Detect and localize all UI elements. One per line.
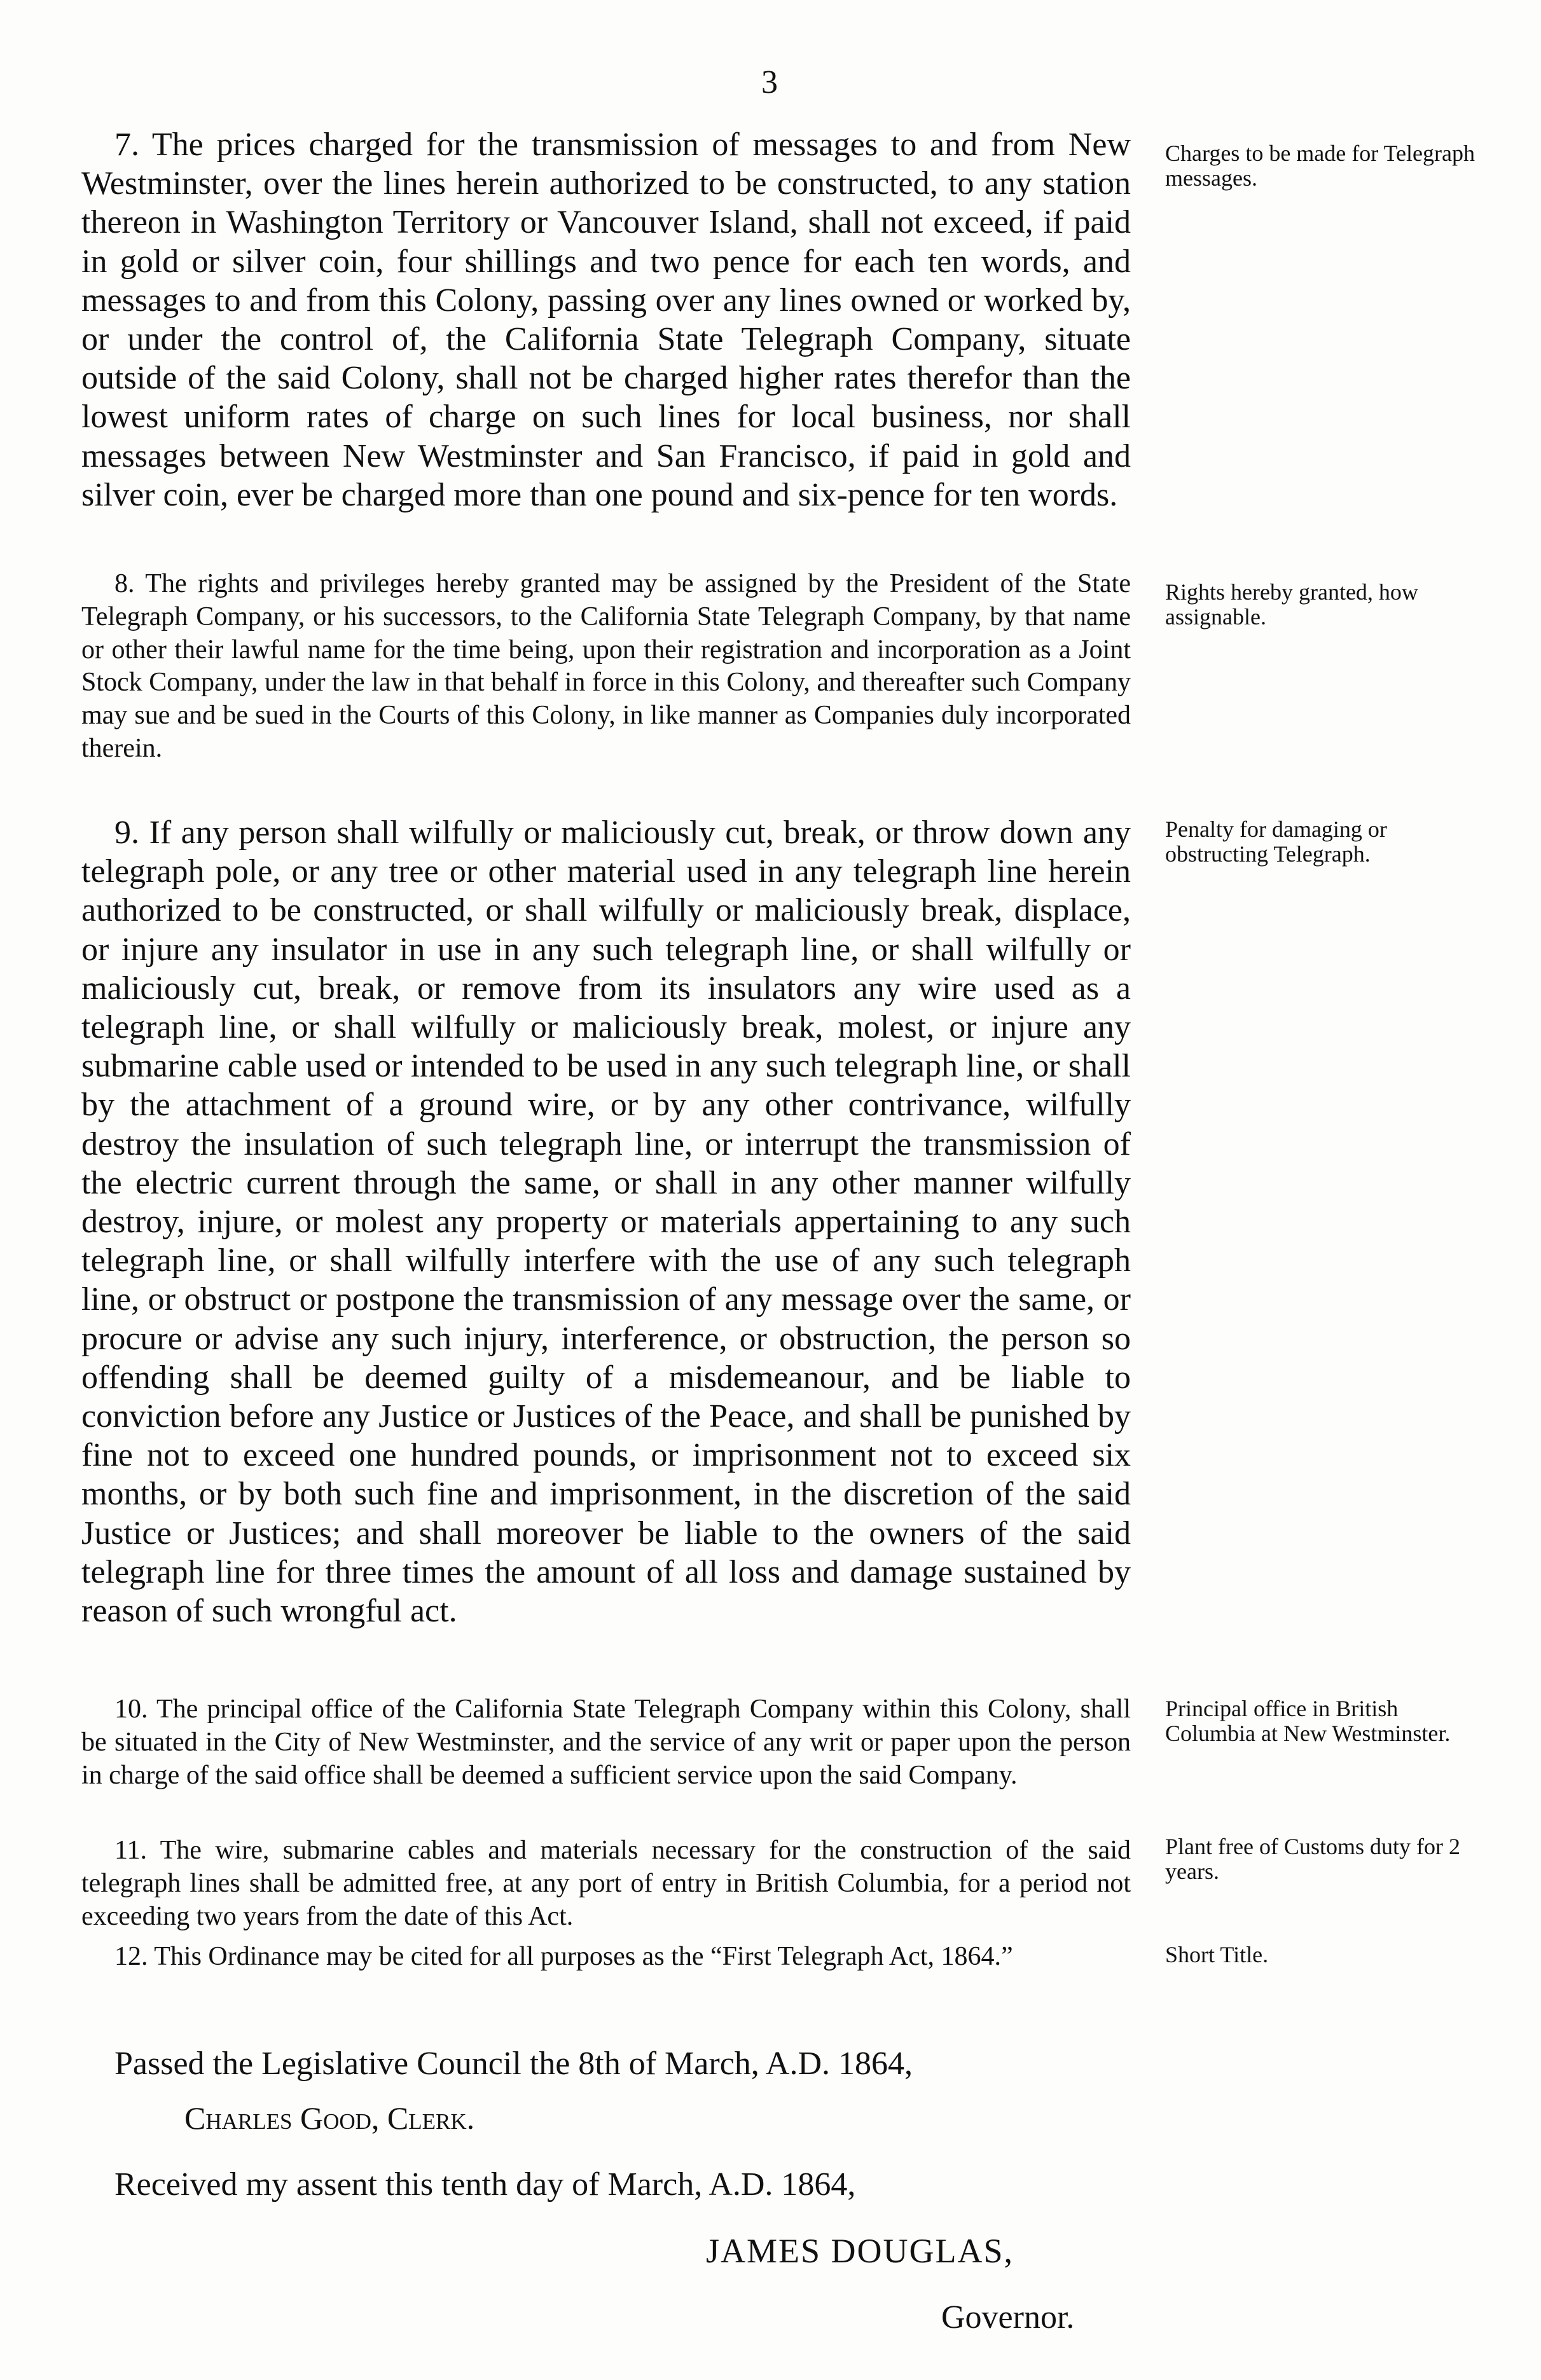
section-9-text: If any person shall wilfully or maliciously cut, break, or throw down any telegraph pole, or any tree or other material used in any telegraph line herein authorized to be constructed, or shall wilfully or maliciously break, displace, or injure any insulator in use in any such telegraph line, or shall wilfully or maliciously cut, break, or remove from its insulators any wire used as a telegraph line, or shall wilfully or maliciously break, molest, or injure any submarine cable used or intended to be used in any such telegraph line, or shall by the attachment of a ground wire, or by any other contrivance, wilfully destroy the insulation of such telegraph line, or interrupt the transmission of the electric current through the same, or shall in any other manner wilfully destroy, injure, or molest any property or materials appertaining to any such telegraph line, or shall wilfully interfere with the use of any such telegraph line, or obstruct or postpone the transmission of any message over the same, or procure or advise any such injury, interference, or obstruction, the person so offending shall be deemed guilty of a misdemeanour, and be liable to conviction before any Justice or Justices of the Peace, and shall be punished by fine not to exceed one hundred pounds, or imprisonment not to exceed six months, or by both such fine and imprisonment, in the discretion of the said Justice or Justices; and shall moreover be liable to the owners of the said telegraph line for three times the amount of all loss and damage sustained by reason of such wrongful act. (81, 815, 1131, 1630)
margin-note-11: Plant free of Customs duty for 2 years. (1165, 1834, 1460, 1884)
section-11-text: The wire, submarine cables and materials necessary for the construction of the said telegraph lines shall be admitted free, at any port of entry in British Columbia, for a period not exceeding two years from the date of this Act. (81, 1836, 1131, 1931)
margin-note-8: Rights hereby granted, how assignable. (1165, 579, 1418, 629)
clerk-line: Charles Good, Clerk. (184, 2100, 475, 2136)
section-8-number: 8. (114, 569, 135, 598)
section-7-text: The prices charged for the transmission of messages to and from New Westminster, over the lines herein authorized to be constructed, to any station thereon in Washington Territory or Vancouver Island, shall not exceed, if paid in gold or silver coin, four shillings and two pence for each ten words, and messages to and from this Colony, passing over any lines owned or worked by, or under the control of, the California State Telegraph Company, situate outside of the said Colony, shall not be charged higher rates therefor than the lowest uniform rates of charge on such lines for local business, nor shall messages between New Westminster and San Francisco, if paid in gold and silver coin, ever be charged more than one pound and six-pence for ten words. (81, 127, 1131, 513)
section-12 (81, 1941, 1131, 1974)
assent-line: Received my assent this tenth day of March, A.D. 1864, (114, 2166, 856, 2203)
margin-note-10: Principal office in British Columbia at New Westminster. (1165, 1696, 1451, 1746)
section-7 (81, 125, 1131, 514)
section-10 (81, 1693, 1131, 1792)
governor-title: Governor. (941, 2299, 1075, 2335)
section-12-number: 12. (114, 1942, 148, 1971)
section-8 (81, 568, 1131, 766)
section-9 (81, 813, 1131, 1630)
governor-signature-name: JAMES DOUGLAS, (706, 2232, 1014, 2270)
section-10-text: The principal office of the California State Telegraph Company within this Colony, shall be situated in the City of New Westminster, and the service of any writ or paper upon the person in charge of the said office shall be deemed a sufficient service upon the said Company. (81, 1695, 1131, 1790)
section-10-number: 10. (114, 1695, 148, 1724)
margin-note-7: Charges to be made for Telegraph messages. (1165, 141, 1475, 191)
section-11-number: 11. (114, 1836, 147, 1865)
section-8-text: The rights and privileges hereby granted may be assigned by the President of the State Telegraph Company, or his successors, to the California State Telegraph Company, by that name or other their lawful name for the time being, upon their registration and incorporation as a Joint Stock Company, under the law in that behalf in force in this Colony, and thereafter such Company may sue and be sued in the Courts of this Colony, in like manner as Companies duly incorporated therein. (81, 569, 1131, 763)
section-12-text: This Ordinance may be cited for all purposes as the “First Telegraph Act, 1864.” (154, 1942, 1013, 1971)
margin-note-9: Penalty for damaging or obstructing Telegraph. (1165, 816, 1387, 867)
page-number: 3 (761, 64, 778, 100)
section-11 (81, 1834, 1131, 1933)
section-9-number: 9. (114, 815, 139, 851)
section-7-number: 7. (114, 127, 139, 163)
passed-council-line: Passed the Legislative Council the 8th of March, A.D. 1864, (114, 2046, 913, 2082)
margin-note-12: Short Title. (1165, 1942, 1269, 1967)
